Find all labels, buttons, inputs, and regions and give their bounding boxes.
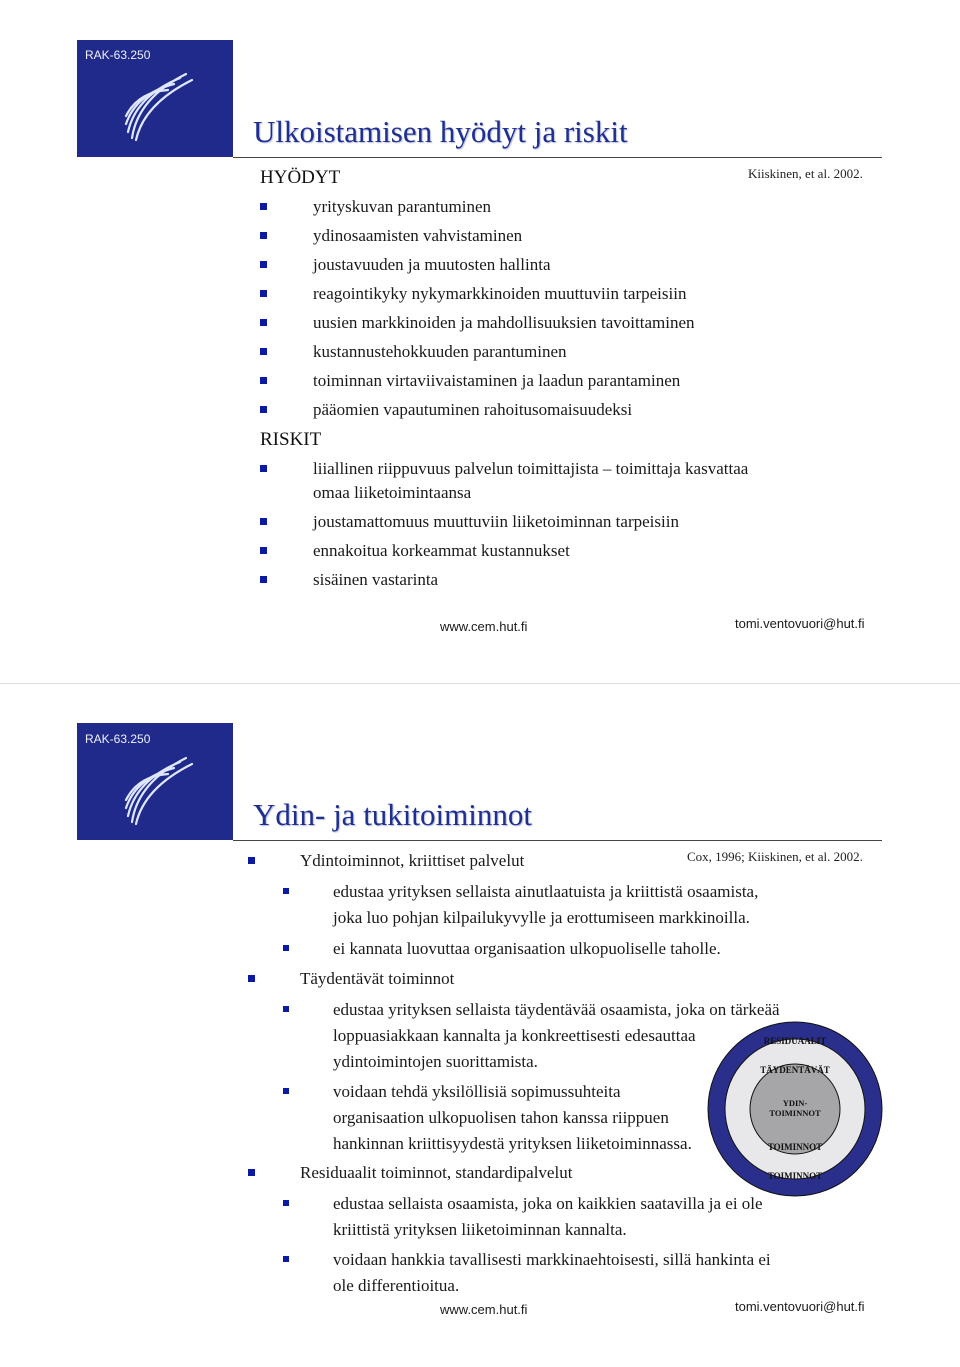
bullet-icon (283, 945, 289, 951)
benefits-heading: HYÖDYT (260, 167, 341, 188)
list-item: liiallinen riippuvuus palvelun toimittajista – toimittaja kasvattaa (313, 459, 749, 478)
citation: Kiiskinen, et al. 2002. (748, 166, 863, 181)
bullet-icon (260, 576, 267, 583)
list-item-continuation: hankinnan kriittisyydestä yrityksen liiketoiminnassa. (333, 1134, 692, 1153)
diagram-label-complementary-2: TOIMINNOT (767, 1142, 823, 1152)
list-item: edustaa sellaista osaamista, joka on kaikkien saatavilla ja ei ole (333, 1194, 763, 1213)
footer-email: tomi.ventovuori@hut.fi (735, 1299, 865, 1314)
diagram-label-residual: RESIDUAALIT (763, 1036, 827, 1046)
bullet-icon (283, 1200, 289, 1206)
bullet-icon (283, 1006, 289, 1012)
diagram-label-residual-2: TOIMINNOT (767, 1171, 823, 1181)
diagram-label-complementary: TÄYDENTÄVÄT (760, 1065, 830, 1075)
list-item-continuation: joka luo pohjan kilpailukyvylle ja erottumiseen markkinoilla. (333, 908, 750, 927)
list-item: uusien markkinoiden ja mahdollisuuksien tavoittaminen (313, 313, 695, 332)
bullet-icon (260, 203, 267, 210)
list-item: edustaa yrityksen sellaista täydentävää osaamista, joka on tärkeää (333, 1000, 780, 1019)
university-logo-icon (118, 752, 198, 828)
title-divider (233, 157, 882, 158)
bullet-icon (260, 377, 267, 384)
bullet-icon (283, 888, 289, 894)
bullet-icon (260, 406, 267, 413)
list-item-continuation: kriittistä yrityksen liiketoiminnan kannalta. (333, 1220, 627, 1239)
diagram-label-core-2: TOIMINNOT (769, 1108, 821, 1118)
bullet-icon (260, 319, 267, 326)
complementary-heading: Täydentävät toiminnot (300, 969, 455, 988)
list-item-continuation: ole differentioitua. (333, 1276, 460, 1295)
bullet-icon (248, 1169, 255, 1176)
page-title: Ydin- ja tukitoiminnot (253, 797, 532, 832)
list-item: toiminnan virtaviivaistaminen ja laadun parantaminen (313, 371, 681, 390)
list-item-continuation: ydintoimintojen suorittamista. (333, 1052, 538, 1071)
university-logo-icon (118, 68, 198, 144)
list-item: edustaa yrityksen sellaista ainutlaatuista ja kriittistä osaamista, (333, 882, 759, 901)
slide-separator (0, 683, 960, 684)
residual-heading: Residuaalit toiminnot, standardipalvelut (300, 1163, 573, 1182)
list-item: yrityskuvan parantuminen (313, 197, 491, 216)
footer-email: tomi.ventovuori@hut.fi (735, 616, 865, 631)
footer-url: www.cem.hut.fi (440, 1302, 528, 1317)
list-item-continuation: organisaation ulkopuolisen tahon kanssa riippuen (333, 1108, 669, 1127)
title-divider (233, 840, 882, 841)
list-item: voidaan hankkia tavallisesti markkinaehtoisesti, sillä hankinta ei (333, 1250, 771, 1269)
diagram-label-core: YDIN- (782, 1098, 808, 1108)
citation: Cox, 1996; Kiiskinen, et al. 2002. (687, 849, 863, 864)
list-item: ydinosaamisten vahvistaminen (313, 226, 523, 245)
list-item: joustavuuden ja muutosten hallinta (313, 255, 551, 274)
concentric-functions-diagram (704, 1020, 888, 1198)
list-item-continuation: loppuasiakkaan kannalta ja konkreettisesti edesauttaa (333, 1026, 696, 1045)
bullet-icon (283, 1256, 289, 1262)
bullet-icon (260, 547, 267, 554)
page-title: Ulkoistamisen hyödyt ja riskit (253, 114, 628, 149)
risks-heading: RISKIT (260, 429, 322, 450)
list-item-continuation: omaa liiketoimintaansa (313, 483, 472, 502)
list-item: ei kannata luovuttaa organisaation ulkopuoliselle taholle. (333, 939, 721, 958)
list-item: voidaan tehdä yksilöllisiä sopimussuhteita (333, 1082, 621, 1101)
list-item: joustamattomuus muuttuviin liiketoiminnan tarpeisiin (313, 512, 679, 531)
list-item: reagointikyky nykymarkkinoiden muuttuviin tarpeisiin (313, 284, 687, 303)
bullet-icon (260, 261, 267, 268)
course-code: RAK-63.250 (85, 48, 151, 62)
bullet-icon (260, 232, 267, 239)
footer-url: www.cem.hut.fi (440, 619, 528, 634)
list-item: ennakoitua korkeammat kustannukset (313, 541, 570, 560)
bullet-icon (248, 975, 255, 982)
bullet-icon (260, 348, 267, 355)
bullet-icon (260, 290, 267, 297)
list-item: sisäinen vastarinta (313, 570, 439, 589)
course-code: RAK-63.250 (85, 732, 151, 746)
bullet-icon (248, 857, 255, 864)
core-heading: Ydintoiminnot, kriittiset palvelut (300, 851, 525, 870)
bullet-icon (283, 1088, 289, 1094)
list-item: kustannustehokkuuden parantuminen (313, 342, 567, 361)
bullet-icon (260, 465, 267, 472)
list-item: pääomien vapautuminen rahoitusomaisuudeksi (313, 400, 633, 419)
bullet-icon (260, 518, 267, 525)
